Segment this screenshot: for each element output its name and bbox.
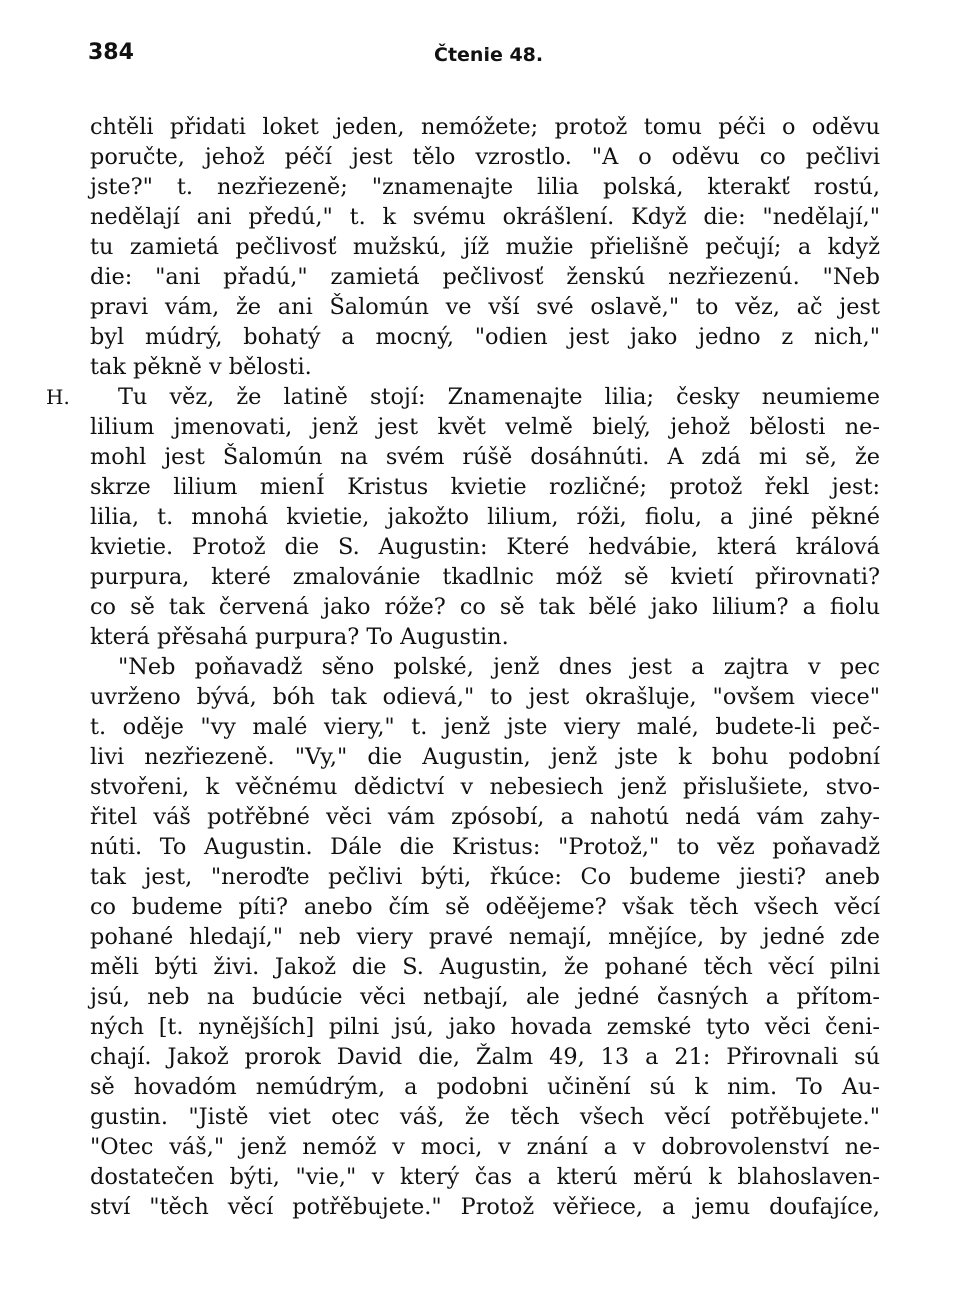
text-line: stvořeni, k věčnému dědictví v nebesiech jenž přislušiete, stvo- [90,774,880,800]
text-line: tak pěkně v bělosti. [90,354,312,380]
text-line: skrze lilium mienÍ Kristus kvietie rozličné; protož řekl jest: [90,474,880,500]
text-line: t. oděje "vy malé viery," t. jenž jste viery malé, budete-li peč- [90,714,880,740]
text-line: poručte, jehož péčí jest tělo vzrostlo. "A o oděvu co pečlivi [90,144,880,170]
text-line: gustin. "Jistě viet otec váš, že těch všech věcí potřěbujete." [90,1104,880,1130]
text-line: ství "těch věcí potřěbujete." Protož věřiece, a jemu doufajíce, [90,1194,880,1220]
page-header [88,40,848,76]
text-line: die: "ani přadú," zamietá pečlivosť ženskú nezřiezenú. "Neb [90,264,880,290]
text-line: livi nezřiezeně. "Vy," die Augustin, jenž jste k bohu podobní [90,744,880,770]
text-line: chtěli přidati loket jeden, nemóžete; protož tomu péči o oděvu [90,114,880,140]
margin-note: H. [46,385,70,409]
text-line: měli býti živi. Jakož die S. Augustin, že pohané těch věcí pilni [90,954,880,980]
text-line: uvrženo bývá, bóh tak odievá," to jest okrašluje, "ovšem viece" [90,684,880,710]
text-line: ných [t. nynějších] pilni jsú, jako hovada zemské tyto věci čeni- [90,1014,880,1040]
text-line: která přěsahá purpura? To Augustin. [90,624,509,650]
text-line: tak jest, "neroďte pečlivi býti, řkúce: Co budeme jiesti? aneb [90,864,880,890]
text-line: byl múdrý, bohatý a mocný, "odien jest jako jedno z nich," [90,324,880,350]
text-line: co budeme píti? anebo čím sě oděějeme? však těch všech věcí [90,894,880,920]
text-line: kvietie. Protož die S. Augustin: Které hedvábie, která králová [90,534,880,560]
text-line: pohané hledají," neb viery pravé nemají, mnějíce, by jedné zde [90,924,880,950]
text-line: sě hovadóm nemúdrým, a podobni učinění sú k nim. To Au- [90,1074,880,1100]
text-line: "Otec váš," jenž nemóž v moci, v znání a v dobrovolenství ne- [90,1134,880,1160]
text-line: chají. Jakož prorok David die, Žalm 49, 13 a 21: Přirovnali sú [90,1044,880,1070]
text-line: purpura, které zmalovánie tkadlnic móž sě kvietí přirovnati? [90,564,880,590]
text-line: pravi vám, že ani Šalomún ve vší své oslavě," to věz, ač jest [90,294,880,320]
text-line: núti. To Augustin. Dále die Kristus: "Protož," to věz poňavadž [90,834,880,860]
text-line: jsú, neb na budúcie věci netbají, ale jedné časných a přítom- [90,984,880,1010]
text-line: "Neb poňavadž sěno polské, jenž dnes jest a zajtra v pec [118,654,880,680]
text-line: tu zamietá pečlivosť mužskú, jíž mužie přielišně pečují; a když [90,234,880,260]
text-line: nedělají ani předú," t. k svému okrášlení. Když die: "nedělají," [90,204,880,230]
text-line: řitel váš potřěbné věci vám zpósobí, a nahotú nedá vám zahy- [90,804,880,830]
text-line: dostatečen býti, "vie," v který čas a kterú měrú k blahoslaven- [90,1164,880,1190]
text-line: lilium jmenovati, jenž jest květ velmě bielý, jehož bělosti ne- [90,414,880,440]
text-line: Tu věz, že latině stojí: Znamenajte lilia; česky neumieme [118,384,880,410]
text-line-with-margin-note [46,382,880,412]
running-head: Čtenie 48. [434,44,544,66]
text-line: co sě tak červená jako róže? co sě tak bělé jako lilium? a fiolu [90,594,880,620]
page-number: 384 [88,40,134,65]
text-line: lilia, t. mnohá kvietie, jakožto lilium, róži, fiolu, a jiné pěkné [90,504,880,530]
text-line: mohl jest Šalomún na svém rúšě dosáhnúti. A zdá mi sě, že [90,444,880,470]
text-body [46,112,880,1222]
text-line: jste?" t. nezřiezeně; "znamenajte lilia polská, kterakť rostú, [90,174,880,200]
